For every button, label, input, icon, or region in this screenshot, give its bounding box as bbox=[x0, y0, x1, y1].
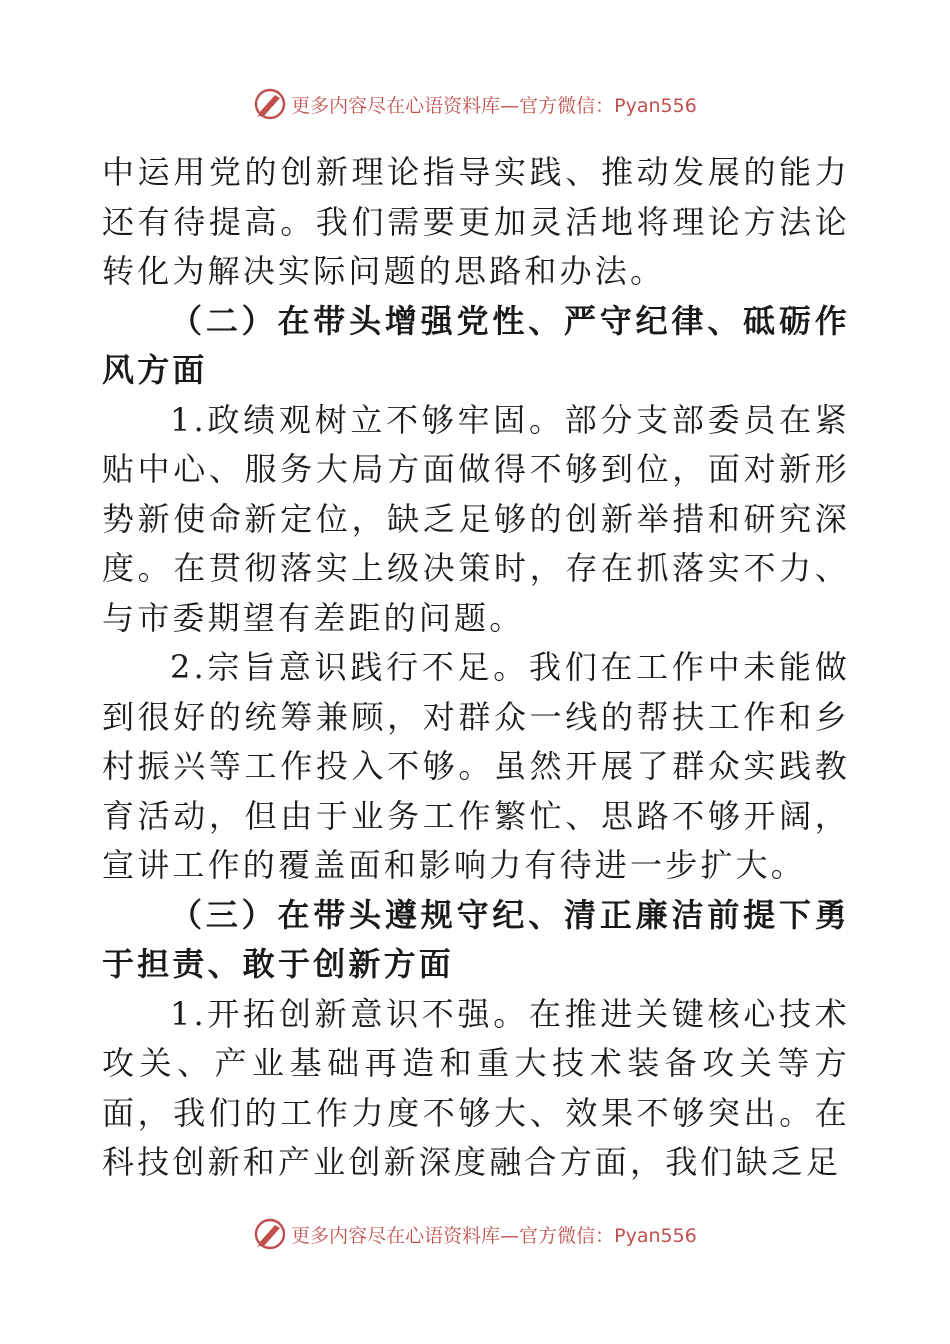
pen-circle-logo bbox=[253, 1217, 287, 1251]
footer-watermark bbox=[0, 1214, 950, 1254]
paragraph-item-1: 1.政绩观树立不够牢固。部分支部委员在紧贴中心、服务大局方面做得不够到位，面对新形势新使命新定位，缺乏足够的创新举措和研究深度。在贯彻落实上级决策时，存在抓落实不力、与市委期望有差距的问题。 bbox=[102, 400, 850, 637]
watermark-text: 更多内容尽在心语资料库—官方微信：Pyan556 bbox=[291, 94, 697, 117]
section-heading-3: （三）在带头遵规守纪、清正廉洁前提下勇于担责、敢于创新方面 bbox=[102, 895, 850, 983]
paragraph-item-2: 2.宗旨意识践行不足。我们在工作中未能做到很好的统筹兼顾，对群众一线的帮扶工作和乡村振兴等工作投入不够。虽然开展了群众实践教育活动，但由于业务工作繁忙、思路不够开阔，宣讲工作的覆盖面和影响力有待进一步扩大。 bbox=[102, 648, 850, 884]
paragraph-continuation: 中运用党的创新理论指导实践、推动发展的能力还有待提高。我们需要更加灵活地将理论方法论转化为解决实际问题的思路和办法。 bbox=[102, 153, 850, 290]
paragraph-item-3: 1.开拓创新意识不强。在推进关键核心技术攻关、产业基础再造和重大技术装备攻关等方面，我们的工作力度不够大、效果不够突出。在科技创新和产业创新深度融合方面，我们缺乏足 bbox=[102, 994, 850, 1181]
header-watermark bbox=[0, 84, 950, 124]
pen-circle-logo bbox=[253, 87, 287, 121]
section-heading-2: （二）在带头增强党性、严守纪律、砥砺作风方面 bbox=[102, 301, 850, 389]
watermark-text: 更多内容尽在心语资料库—官方微信：Pyan556 bbox=[291, 1224, 697, 1247]
document-body bbox=[102, 148, 850, 1188]
